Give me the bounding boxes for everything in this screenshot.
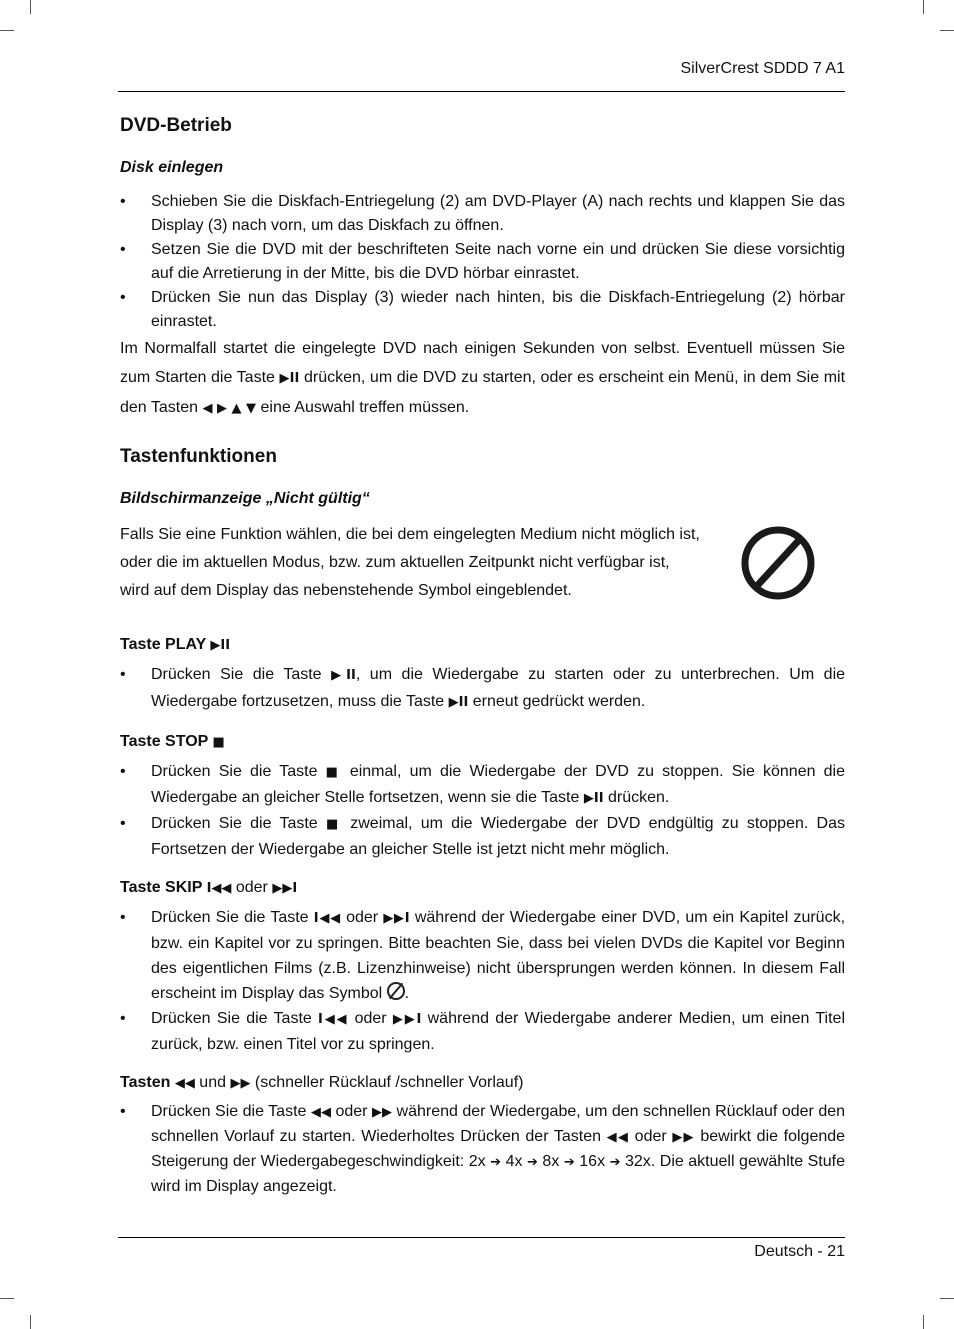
bullet-list (120, 662, 845, 716)
crop-mark (923, 1315, 924, 1329)
bullet-list (120, 1100, 845, 1199)
list-item: • Drücken Sie die Taste ■ einmal, um die Wiedergabe der DVD zu stoppen. Sie können die Wiedergabe an gleicher Stelle fortsetzen, wenn sie die Taste ▶II drücken. (120, 759, 845, 811)
skip-back-icon: I◀◀ (313, 911, 341, 926)
stop-icon: ■ (325, 817, 343, 832)
page-header: SilverCrest SDDD 7 A1 (680, 60, 845, 77)
skip-forward-icon: ▶▶I (272, 881, 298, 896)
subsection-title: Bildschirmanzeige „Nicht gültig“ (120, 490, 370, 507)
key-heading-scan: Tasten ◀◀ und ▶▶ (schneller Rücklauf /schneller Vorlauf) (120, 1074, 524, 1091)
header-rule (118, 91, 845, 92)
rewind-icon: ◀◀ (310, 1105, 331, 1120)
list-item: • Schieben Sie die Diskfach-Entriegelung (2) am DVD-Player (A) nach rechts und klappen Sie das Display (3) nach vorn, um das Diskfach zu öffnen. (120, 190, 845, 238)
prohibited-icon (739, 524, 817, 602)
play-pause-icon: ▶II (279, 371, 300, 386)
key-heading-stop: Taste STOP ■ (120, 733, 225, 750)
fast-forward-icon: ▶▶ (230, 1076, 251, 1091)
subsection-title: Disk einlegen (120, 159, 224, 176)
arrow-right-icon: ➔ (609, 1155, 621, 1170)
crop-mark (0, 30, 14, 31)
paragraph: Falls Sie eine Funktion wählen, die bei dem eingelegten Medium nicht möglich ist, oder die im aktuellen Modus, bzw. zum aktuellen Zeitpunkt nicht verfügbar ist, wird auf dem Display das nebenstehende Symbol eingeblendet. (120, 526, 700, 599)
list-item: • Drücken Sie die Taste ◀◀ oder ▶▶ während der Wiedergabe, um den schnellen Rücklauf oder den schnellen Vorlauf zu starten. Wiederholtes Drücken der Tasten ◀◀ oder ▶▶ bewirkt die folgende Steigerung der Wiedergabegeschwindigkeit: 2x ➔ 4x ➔ 8x ➔ 16x ➔ 32x. Die aktuell gewählte Stufe wird im Display angezeigt. (120, 1100, 845, 1199)
list-item: • Drücken Sie die Taste I◀◀ oder ▶▶I während der Wiedergabe einer DVD, um ein Kapitel zurück, bzw. ein Kapitel vor zu springen. Bitte beachten Sie, dass bei vielen DVDs die Kapitel vor Beginn des eigentlichen Films (z.B. Lizenzhinweise) nicht übersprungen werden können. In diesem Fall erscheint im Display das Symbol . (120, 905, 845, 1006)
page-footer: Deutsch - 21 (754, 1243, 845, 1260)
stop-icon: ■ (212, 735, 225, 750)
crop-mark (0, 1298, 14, 1299)
skip-back-icon: I◀◀ (318, 1012, 349, 1027)
crop-mark (30, 0, 31, 14)
play-pause-icon: ▶II (448, 695, 469, 710)
arrow-right-icon: ➔ (527, 1155, 538, 1170)
key-heading-play: Taste PLAY ▶II (120, 636, 231, 653)
page-content (120, 110, 845, 1199)
arrow-right-icon: ➔ (563, 1155, 575, 1170)
crop-mark (923, 0, 924, 14)
crop-mark (940, 30, 954, 31)
section-title: DVD-Betrieb (120, 115, 232, 136)
crop-mark (940, 1298, 954, 1299)
play-pause-icon: ▶II (331, 668, 356, 683)
rewind-icon: ◀◀ (174, 1076, 195, 1091)
fast-forward-icon: ▶▶ (672, 1130, 695, 1145)
rewind-icon: ◀◀ (606, 1130, 630, 1145)
stop-icon: ■ (325, 765, 342, 780)
list-item: • Drücken Sie die Taste ■ zweimal, um die Wiedergabe der DVD endgültig zu stoppen. Das Fortsetzen der Wiedergabe an gleicher Stelle ist jetzt nicht mehr möglich. (120, 811, 845, 862)
footer-rule (118, 1237, 845, 1238)
list-item: • Drücken Sie die Taste I◀◀ oder ▶▶I während der Wiedergabe anderer Medien, um einen Titel zurück, bzw. einen Titel vor zu springen. (120, 1006, 845, 1057)
list-item: • Setzen Sie die DVD mit der beschrifteten Seite nach vorne ein und drücken Sie diese vorsichtig auf die Arretierung in der Mitte, bis die DVD hörbar einrastet. (120, 238, 845, 286)
play-pause-icon: ▶II (210, 638, 231, 653)
fast-forward-icon: ▶▶ (371, 1105, 393, 1120)
section-title: Tastenfunktionen (120, 446, 277, 467)
bullet-list (120, 190, 845, 334)
skip-back-icon: I◀◀ (206, 881, 232, 896)
play-pause-icon: ▶II (583, 791, 604, 806)
list-item: • Drücken Sie nun das Display (3) wieder nach hinten, bis die Diskfach-Entriegelung (2) hörbar einrastet. (120, 286, 845, 334)
arrow-keys-icon: ◀ ▶ ▲ ▼ (202, 401, 257, 416)
prohibited-icon (387, 982, 405, 1000)
skip-forward-icon: ▶▶I (383, 911, 410, 926)
bullet-list (120, 905, 845, 1057)
paragraph: Im Normalfall startet die eingelegte DVD nach einigen Sekunden von selbst. Eventuell müssen Sie zum Starten die Taste ▶II drücken, um die DVD zu starten, oder es erscheint ein Menü, in dem Sie mit den Tasten ◀ ▶ ▲ ▼ eine Auswahl treffen müssen. (120, 340, 846, 416)
skip-forward-icon: ▶▶I (392, 1012, 422, 1027)
key-heading-skip: Taste SKIP I◀◀ oder ▶▶I (120, 879, 298, 896)
crop-mark (30, 1315, 31, 1329)
invalid-symbol-block (120, 521, 845, 605)
arrow-right-icon: ➔ (490, 1155, 502, 1170)
bullet-list (120, 759, 845, 862)
list-item: • Drücken Sie die Taste ▶II, um die Wiedergabe zu starten oder zu unterbrechen. Um die Wiedergabe fortzusetzen, muss die Taste ▶II erneut gedrückt werden. (120, 662, 845, 716)
